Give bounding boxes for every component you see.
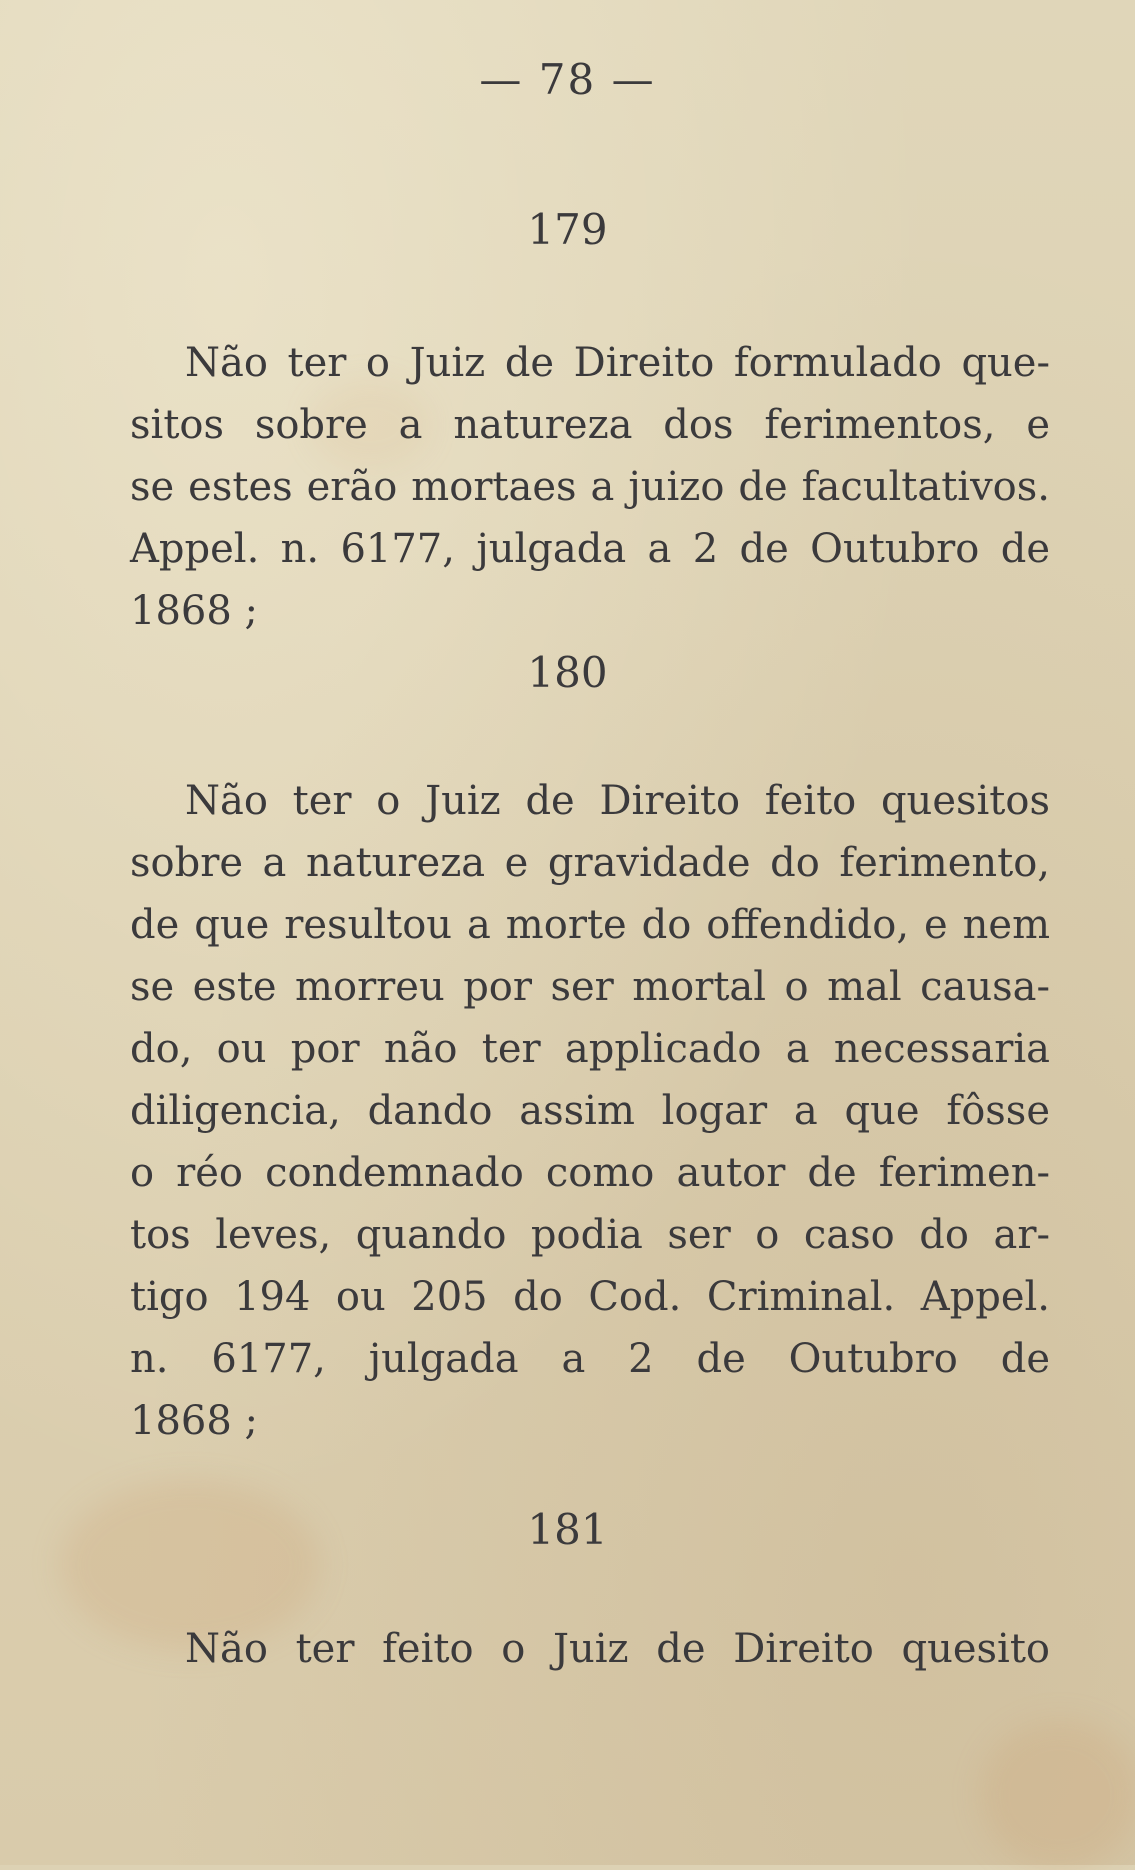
paper-stain — [980, 1720, 1135, 1870]
text-line: se estes erão mortaes a juizo de facultativos. — [130, 464, 1050, 510]
text-line: 1868 ; — [130, 1398, 258, 1444]
section-179-text — [130, 332, 1050, 642]
text-line: de que resultou a morte do offendido, e nem — [130, 902, 1050, 948]
section-number-181: 181 — [527, 1505, 608, 1554]
text-line: Não ter o Juiz de Direito feito quesitos — [185, 778, 1050, 824]
text-line: se este morreu por ser mortal o mal causa- — [130, 964, 1050, 1010]
section-180-text — [130, 770, 1050, 1452]
text-line: Não ter o Juiz de Direito formulado que- — [185, 340, 1050, 386]
page-number: — 78 — — [479, 55, 656, 104]
text-line: o réo condemnado como autor de ferimen- — [130, 1150, 1050, 1196]
section-181-text — [130, 1618, 1050, 1680]
text-line: do, ou por não ter applicado a necessaria — [130, 1026, 1050, 1072]
text-line: sobre a natureza e gravidade do ferimento, — [130, 840, 1050, 886]
text-line: 1868 ; — [130, 588, 258, 634]
text-line: Não ter feito o Juiz de Direito quesito — [185, 1626, 1050, 1672]
section-number-179: 179 — [527, 205, 608, 254]
text-line: Appel. n. 6177, julgada a 2 de Outubro de — [130, 526, 1050, 572]
section-number-180: 180 — [527, 648, 608, 697]
text-line: diligencia, dando assim logar a que fôsse — [130, 1088, 1050, 1134]
text-line: tigo 194 ou 205 do Cod. Criminal. Appel. — [130, 1274, 1050, 1320]
text-line: n. 6177, julgada a 2 de Outubro de — [130, 1336, 1050, 1382]
text-line: tos leves, quando podia ser o caso do ar- — [130, 1212, 1050, 1258]
text-line: sitos sobre a natureza dos ferimentos, e — [130, 402, 1050, 448]
